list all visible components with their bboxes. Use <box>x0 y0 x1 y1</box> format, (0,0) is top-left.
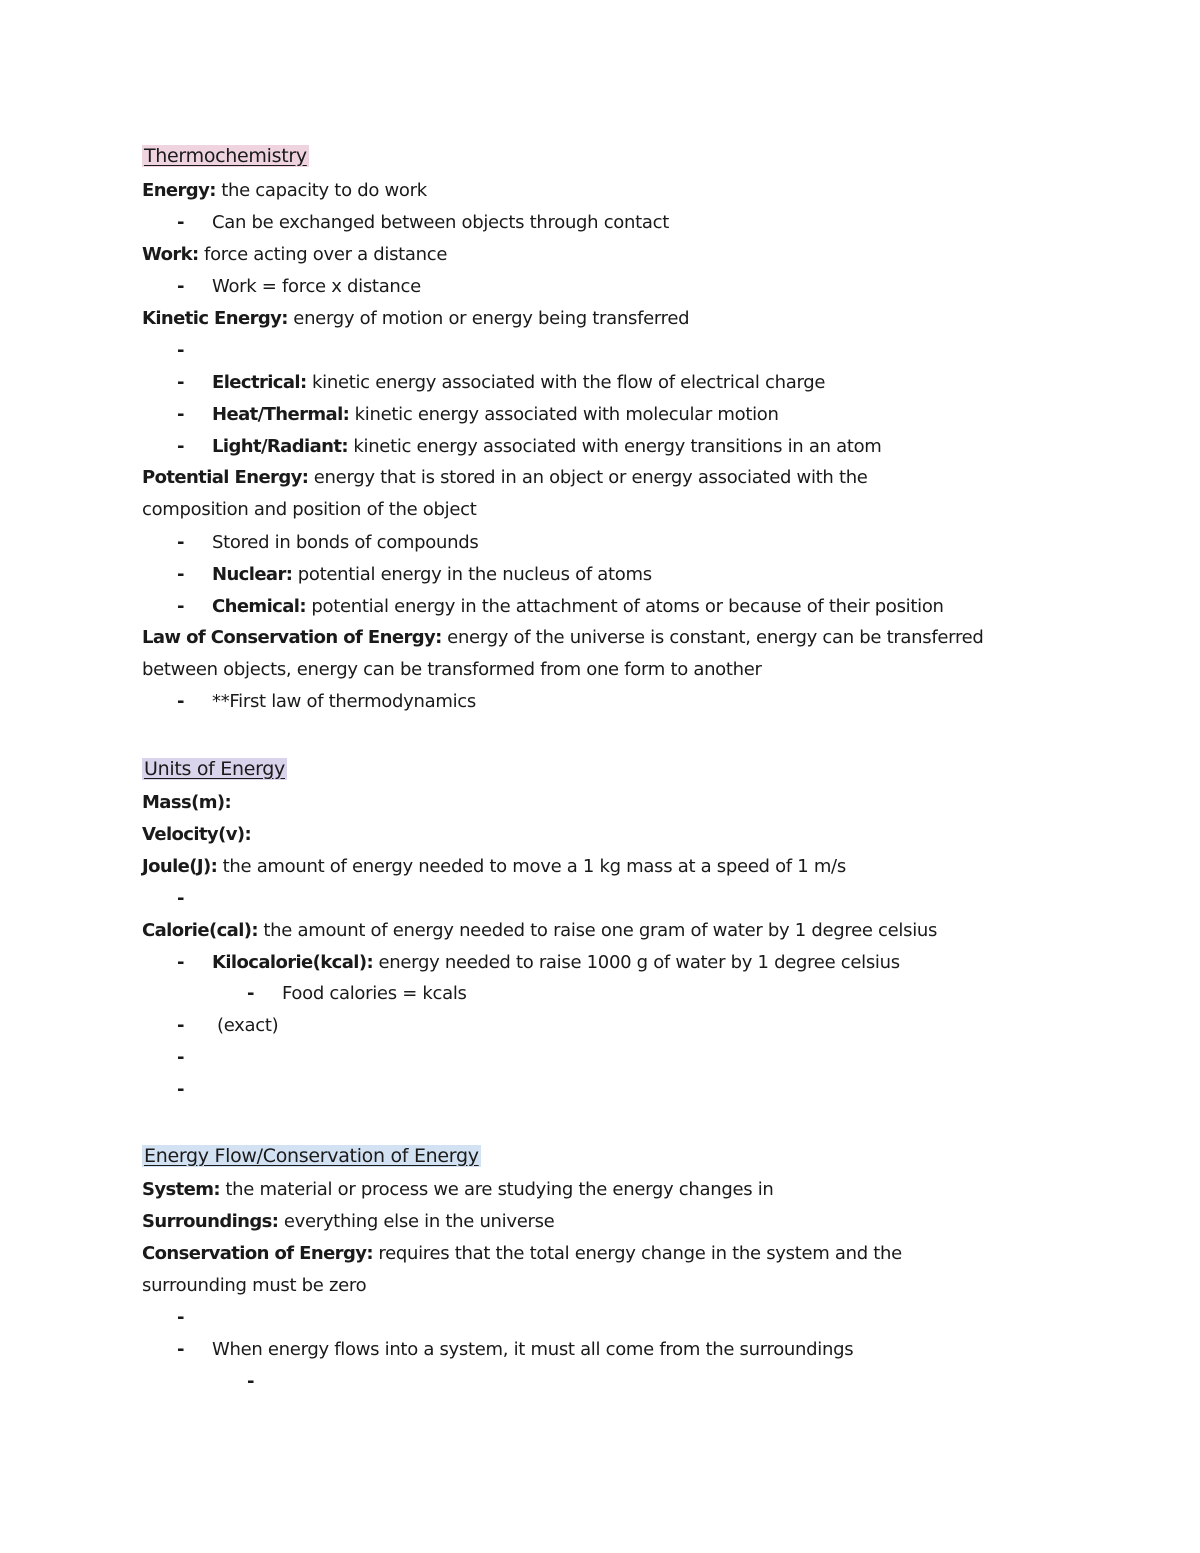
definition: energy needed to raise 1000 g of water by 1 degree celsius <box>373 952 900 973</box>
term: Electrical: <box>212 372 307 393</box>
bullet: - <box>177 276 185 297</box>
definition: the capacity to do work <box>215 180 427 201</box>
term: Law of Conservation of Energy: <box>142 627 442 648</box>
term: Kinetic Energy: <box>142 308 288 329</box>
bullet: - <box>177 404 185 425</box>
term: Mass(m): <box>142 792 232 813</box>
definition: potential energy in the attachment of atoms or because of their position <box>305 596 944 617</box>
bullet: - <box>177 564 185 585</box>
sub-item-chemical <box>212 595 944 619</box>
sub-item: Stored in bonds of compounds <box>212 532 479 553</box>
definition: potential energy in the nucleus of atoms <box>292 564 652 585</box>
term: Energy: <box>142 180 216 201</box>
term: Velocity(v): <box>142 824 252 845</box>
term: Nuclear: <box>212 564 293 585</box>
sub-item: Work = force x distance <box>212 276 421 297</box>
heading-text: Units of Energy <box>144 758 285 780</box>
section-heading-thermochemistry <box>142 144 309 169</box>
bullet: - <box>177 1047 185 1068</box>
term: Light/Radiant: <box>212 436 348 457</box>
bullet: - <box>177 340 185 361</box>
definition: the material or process we are studying the energy changes in <box>219 1179 774 1200</box>
definition: kinetic energy associated with energy transitions in an atom <box>347 436 882 457</box>
definition: the amount of energy needed to move a 1 kg mass at a speed of 1 m/s <box>217 856 846 877</box>
sub-item-kilocalorie <box>212 951 900 975</box>
bullet: - <box>247 983 255 1004</box>
bullet: - <box>177 888 185 909</box>
sub-item: Can be exchanged between objects through contact <box>212 212 669 233</box>
definition-energy <box>142 179 427 203</box>
definition-conservation-of-energy <box>142 1242 902 1266</box>
bullet: - <box>177 952 185 973</box>
section-heading-units-of-energy <box>142 757 287 782</box>
sub-item: (exact) <box>217 1015 279 1036</box>
bullet: - <box>177 1339 185 1360</box>
sub-item-heat <box>212 403 779 427</box>
definition-system <box>142 1178 774 1202</box>
term: Joule(J): <box>142 856 218 877</box>
definition: requires that the total energy change in the system and the <box>372 1243 902 1264</box>
term: Work: <box>142 244 199 265</box>
definition: energy of motion or energy being transferred <box>287 308 690 329</box>
term-velocity <box>142 823 251 847</box>
bullet: - <box>177 691 185 712</box>
bullet: - <box>247 1371 255 1392</box>
sub-sub-item: Food calories = kcals <box>282 983 467 1004</box>
heading-text: Energy Flow/Conservation of Energy <box>144 1145 479 1167</box>
definition-continuation: between objects, energy can be transformed from one form to another <box>142 659 762 680</box>
definition-potential-energy <box>142 466 868 490</box>
term: System: <box>142 1179 220 1200</box>
term: Calorie(cal): <box>142 920 258 941</box>
term: Conservation of Energy: <box>142 1243 373 1264</box>
sub-item-light <box>212 435 882 459</box>
bullet: - <box>177 436 185 457</box>
sub-item-electrical <box>212 371 825 395</box>
term: Kilocalorie(kcal): <box>212 952 374 973</box>
term: Heat/Thermal: <box>212 404 350 425</box>
definition: the amount of energy needed to raise one gram of water by 1 degree celsius <box>258 920 938 941</box>
bullet: - <box>177 212 185 233</box>
definition: energy of the universe is constant, energy can be transferred <box>441 627 984 648</box>
definition-continuation: composition and position of the object <box>142 499 477 520</box>
bullet: - <box>177 596 185 617</box>
sub-item-nuclear <box>212 563 652 587</box>
term: Chemical: <box>212 596 306 617</box>
definition-kinetic-energy <box>142 307 689 331</box>
term: Potential Energy: <box>142 467 309 488</box>
definition: kinetic energy associated with molecular motion <box>349 404 779 425</box>
bullet: - <box>177 532 185 553</box>
definition: everything else in the universe <box>278 1211 555 1232</box>
definition: kinetic energy associated with the flow of electrical charge <box>306 372 826 393</box>
heading-text: Thermochemistry <box>144 145 307 167</box>
term: Surroundings: <box>142 1211 279 1232</box>
bullet: - <box>177 1307 185 1328</box>
term-mass <box>142 791 231 815</box>
sub-item: **First law of thermodynamics <box>212 691 476 712</box>
definition: energy that is stored in an object or energy associated with the <box>308 467 868 488</box>
definition-calorie <box>142 919 937 943</box>
definition: force acting over a distance <box>198 244 448 265</box>
definition-joule <box>142 855 846 879</box>
definition-law-of-conservation <box>142 626 984 650</box>
definition-continuation: surrounding must be zero <box>142 1275 367 1296</box>
section-heading-energy-flow <box>142 1144 481 1169</box>
sub-item: When energy flows into a system, it must all come from the surroundings <box>212 1339 854 1360</box>
bullet: - <box>177 372 185 393</box>
definition-work <box>142 243 447 267</box>
bullet: - <box>177 1079 185 1100</box>
definition-surroundings <box>142 1210 554 1234</box>
bullet: - <box>177 1015 185 1036</box>
